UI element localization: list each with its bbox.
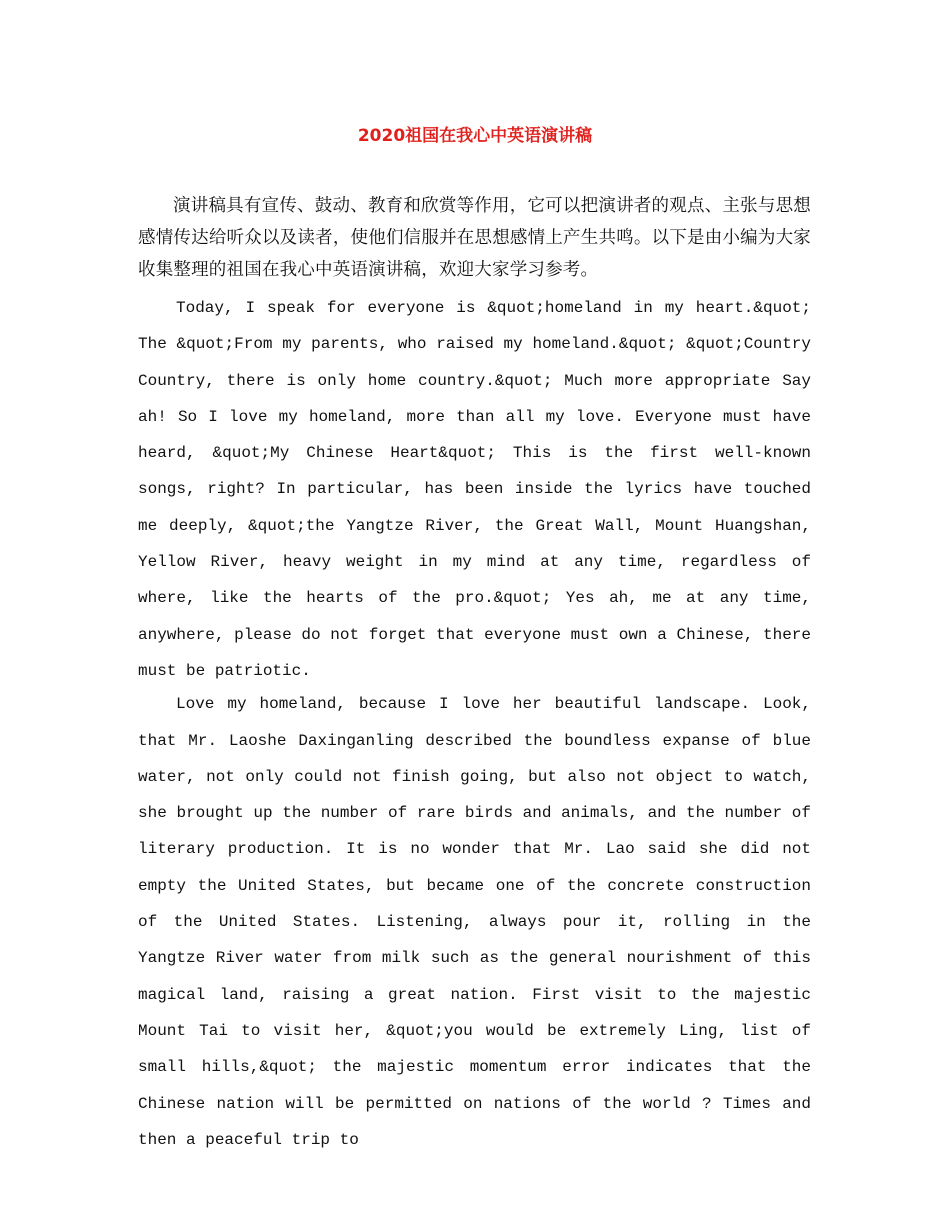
body-paragraph-2: Love my homeland, because I love her beautiful landscape. Look, that Mr. Laoshe Daxinganling described the boundless expanse of blue water, not only could not finish going, but also not object to watch, she brought up the number of rare birds and animals, and the number of literary production. It is no wonder that Mr. Lao said she did not empty the United States, but became one of the concrete construction of the United States. Listening, always pour it, rolling in the Yangtze River water from milk such as the general nourishment of this magical land, raising a great nation. First visit to the majestic Mount Tai to visit her, &quot;you would be extremely Ling, list of small hills,&quot; the majestic momentum error indicates that the Chinese nation will be permitted on nations of the world ? Times and then a peaceful trip to bbox=[138, 695, 811, 1149]
document-title: 2020祖国在我心中英语演讲稿 bbox=[357, 126, 593, 146]
intro-paragraph: 演讲稿具有宣传、鼓动、教育和欣赏等作用，它可以把演讲者的观点、主张与思想感情传达给听众以及读者，使他们信服并在思想感情上产生共鸣。以下是由小编为大家收集整理的祖国在我心中英语演讲稿，欢迎大家学习参考。 bbox=[138, 196, 811, 280]
body-paragraph-1: Today, I speak for everyone is &quot;homeland in my heart.&quot; The &quot;From my parents, who raised my homeland.&quot; &quot;Country Country, there is only home country.&quot; Much more appropriate Say ah! So I love my homeland, more than all my love. Everyone must have heard, &quot;My Chinese Heart&quot; This is the first well-known songs, right? In particular, has been inside the lyrics have touched me deeply, &quot;the Yangtze River, the Great Wall, Mount Huangshan, Yellow River, heavy weight in my mind at any time, regardless of where, like the hearts of the pro.&quot; Yes ah, me at any time, anywhere, please do not forget that everyone must own a Chinese, there must be patriotic. bbox=[138, 299, 811, 680]
document-body bbox=[138, 190, 811, 1158]
